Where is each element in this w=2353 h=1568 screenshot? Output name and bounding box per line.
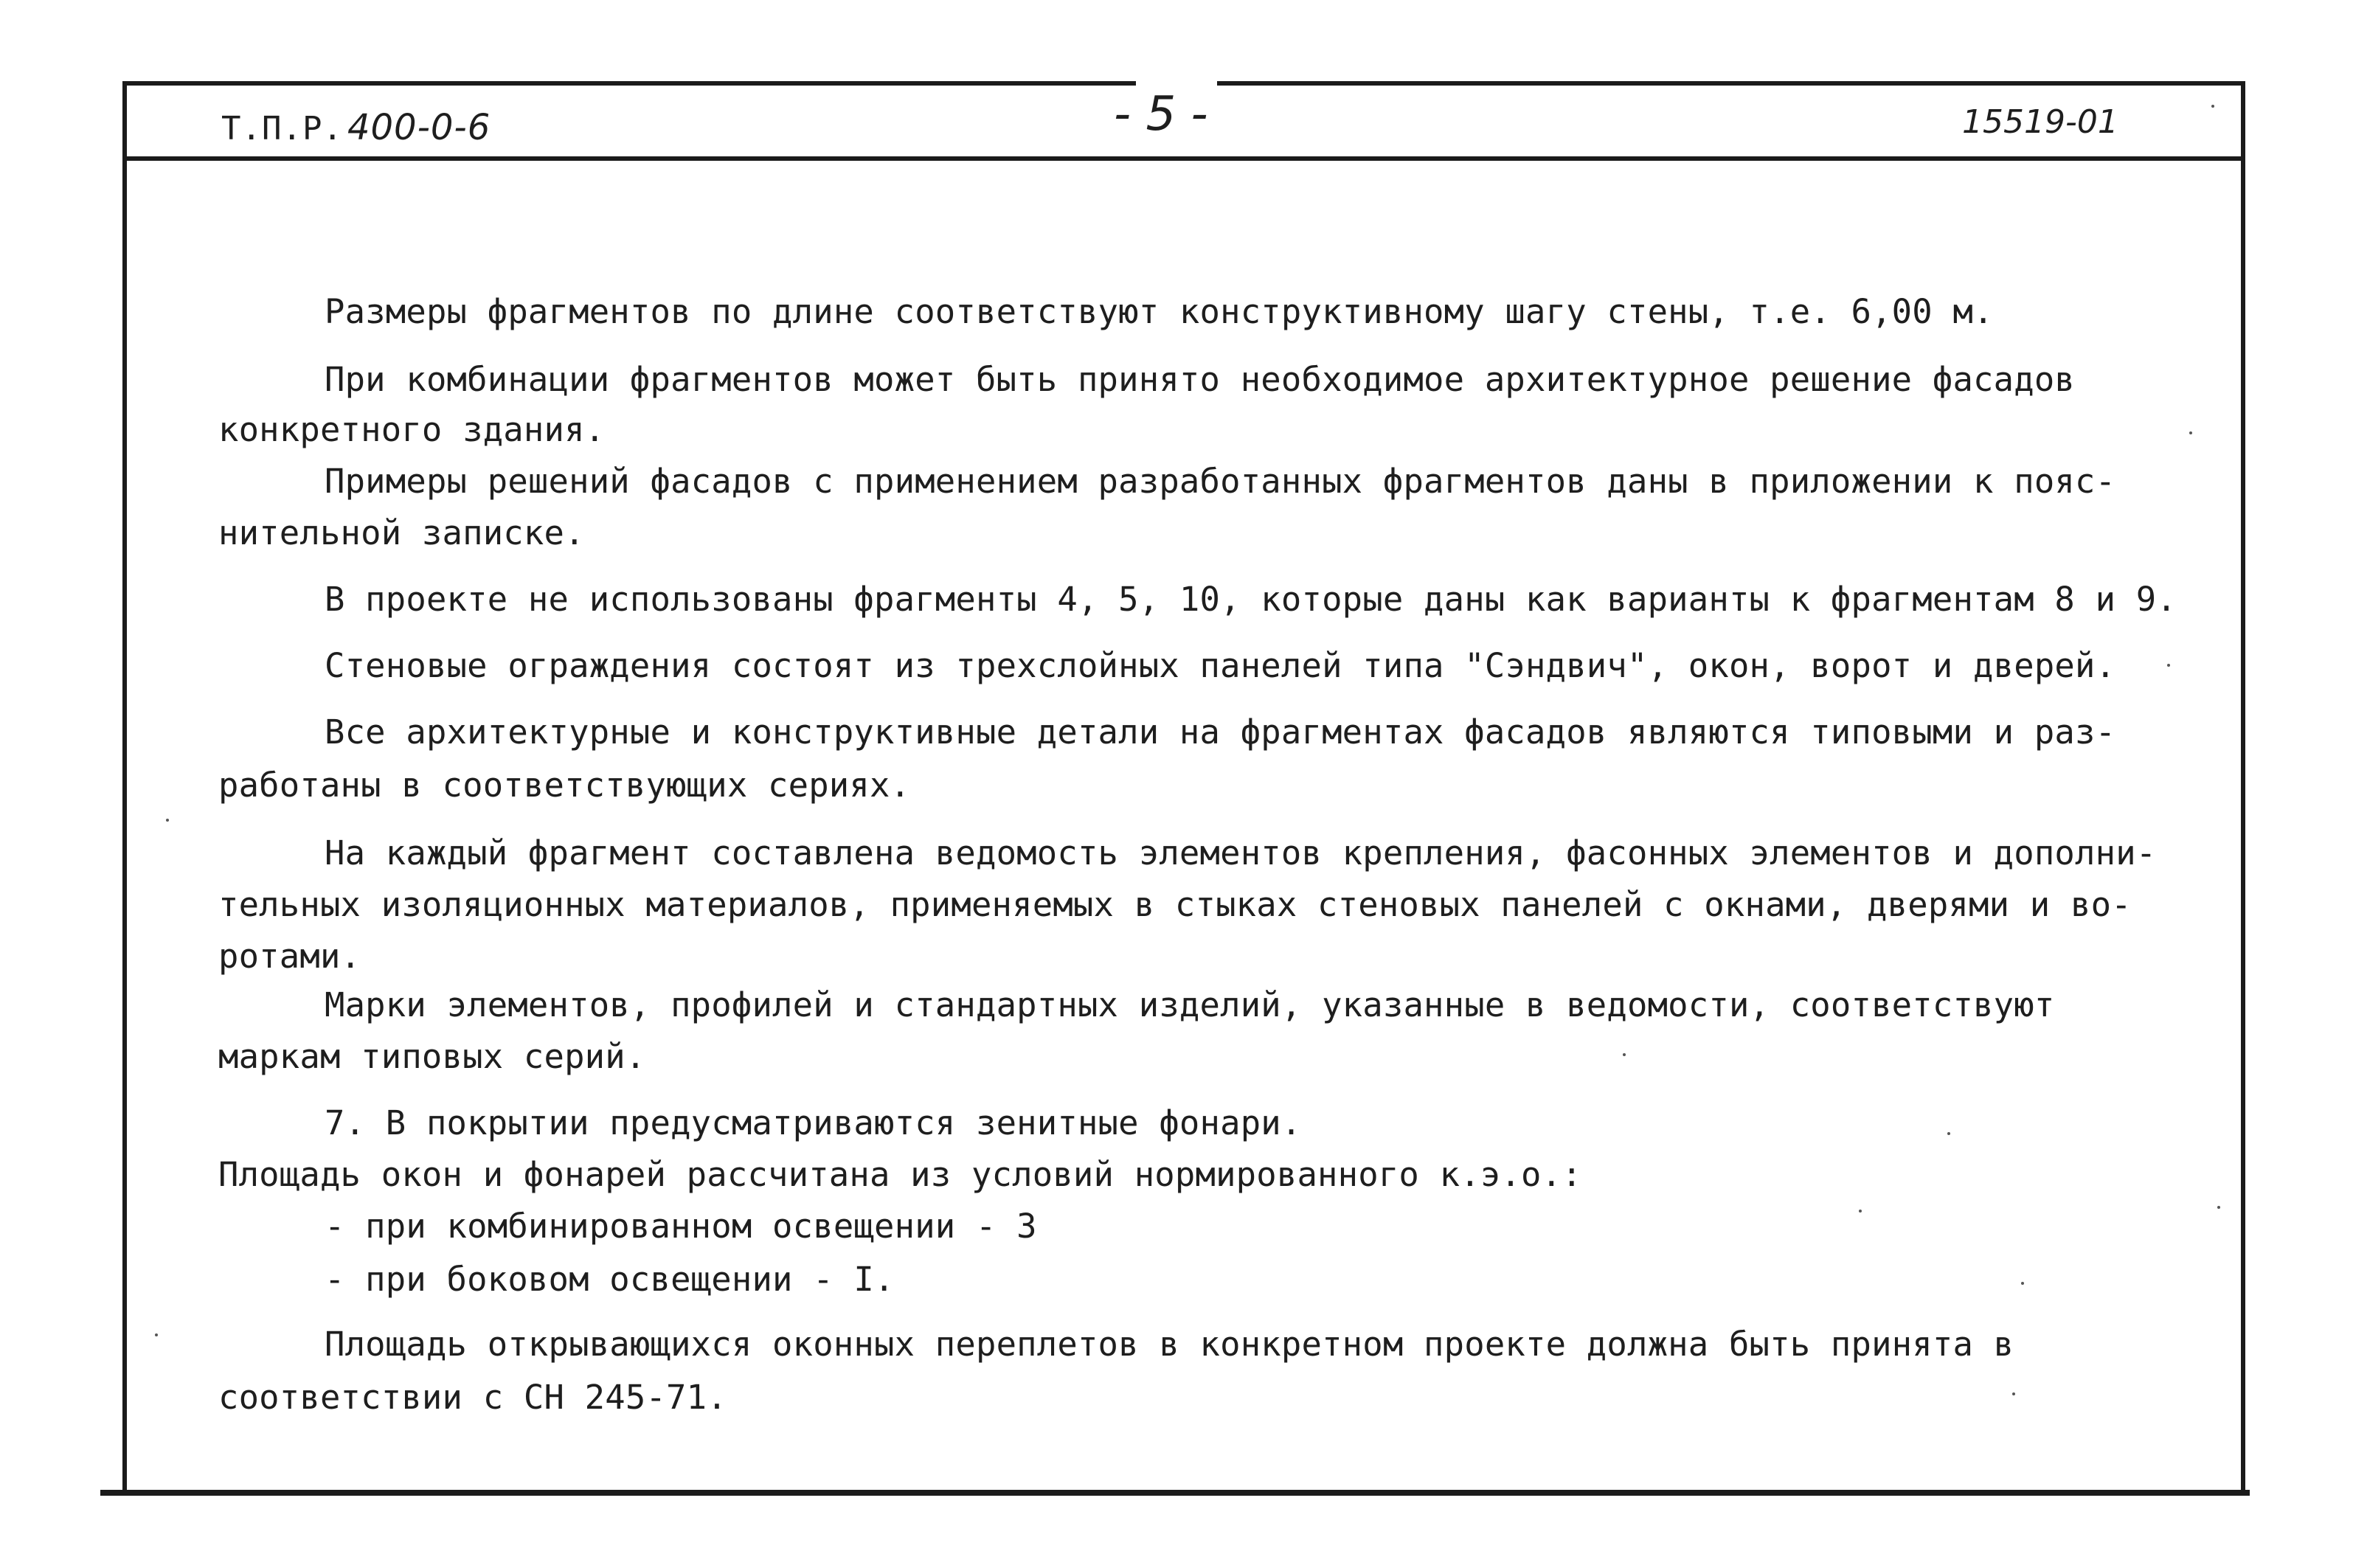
project-code (221, 107, 491, 148)
text-line: 7. В покрытии предусматриваются зенитные фонари. (325, 1103, 1302, 1142)
text-line: При комбинации фрагментов может быть принято необходимое архитектурное решение фасадов (325, 360, 2076, 399)
page-number: - 5 - (1114, 87, 1208, 142)
document-number: 15519-01 (1962, 103, 2118, 141)
text-line: - при комбинированном освещении - 3 (325, 1207, 1037, 1246)
text-line: Марки элементов, профилей и стандартных изделий, указанные в ведомости, соответствуют (325, 985, 2055, 1024)
scan-speck (1859, 1210, 1862, 1213)
text-line: Стеновые ограждения состоят из трехслойных панелей типа "Сэндвич", окон, ворот и дверей. (325, 646, 2116, 685)
text-line: В проекте не использованы фрагменты 4, 5, 10, которые даны как варианты к фрагментам 8 и 9. (325, 580, 2177, 619)
text-line: На каждый фрагмент составлена ведомость элементов крепления, фасонных элементов и дополни- (325, 833, 2157, 873)
text-line: нительной записке. (218, 513, 585, 552)
project-code-handwritten: 400-0-6 (347, 107, 491, 148)
scan-speck (2021, 1282, 2024, 1285)
text-line: Примеры решений фасадов с применением разработанных фрагментов даны в приложении к пояс- (325, 462, 2116, 501)
frame-bottom-rule (100, 1490, 2250, 1496)
project-code-prefix: Т.П.Р. (221, 110, 343, 148)
scan-speck (2167, 664, 2170, 667)
header-divider (122, 156, 2245, 161)
text-line: Размеры фрагментов по длине соответствуют конструктивному шагу стены, т.е. 6,00 м. (325, 292, 1994, 331)
scan-speck (2012, 1392, 2015, 1395)
text-line: Все архитектурные и конструктивные детали на фрагментах фасадов являются типовыми и раз- (325, 712, 2116, 752)
text-line: конкретного здания. (218, 410, 606, 449)
text-line: соответствии с СН 245-71. (218, 1378, 727, 1417)
text-line: Площадь окон и фонарей рассчитана из условий нормированного к.э.о.: (218, 1155, 1582, 1194)
scan-speck (1623, 1053, 1626, 1056)
header-gap (1136, 74, 1217, 86)
text-line: маркам типовых серий. (218, 1037, 646, 1076)
scan-speck (155, 1333, 158, 1336)
scan-speck (2217, 1206, 2220, 1209)
text-line: тельных изоляционных материалов, применяемых в стыках стеновых панелей с окнами, дверями и во- (218, 885, 2132, 924)
text-line: Площадь открывающихся оконных переплетов в конкретном проекте должна быть принята в (325, 1325, 2014, 1364)
scan-speck (2211, 105, 2214, 108)
scan-speck (2189, 431, 2192, 434)
text-line: ротами. (218, 937, 361, 976)
scan-speck (1947, 1132, 1950, 1135)
text-line: - при боковом освещении - I. (325, 1260, 895, 1299)
scan-speck (166, 819, 169, 822)
text-line: работаны в соответствующих сериях. (218, 766, 911, 805)
